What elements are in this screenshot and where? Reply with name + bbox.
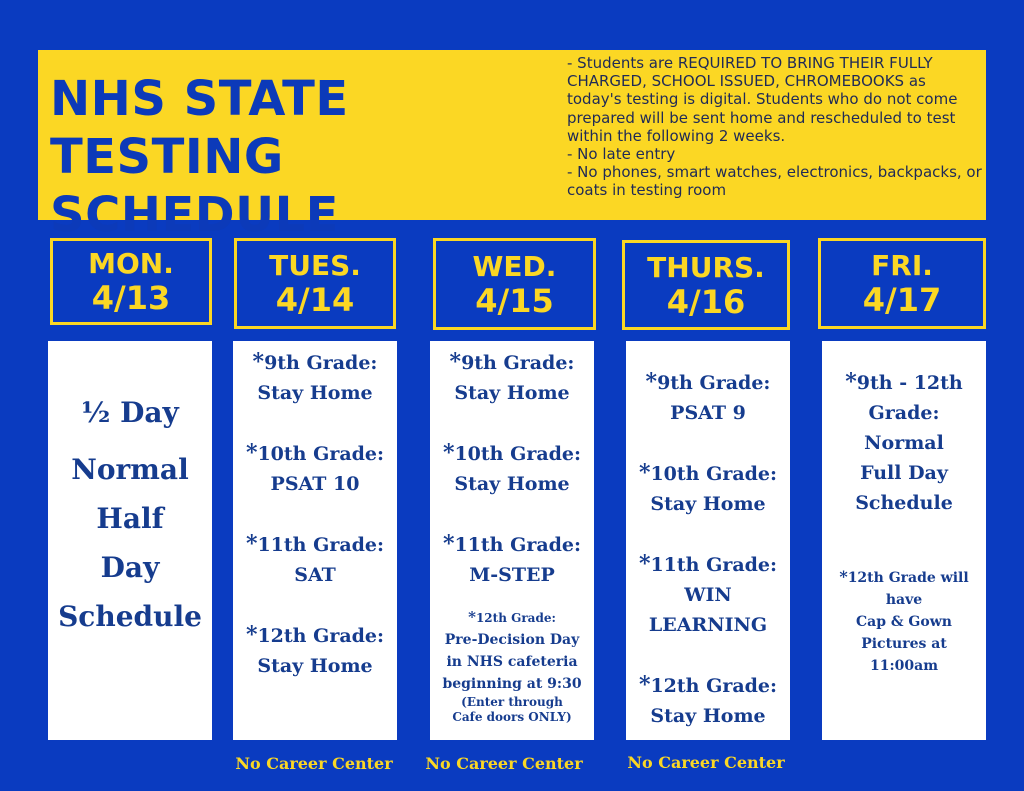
list-item: *12th Grade: Pre-Decision Day in NHS cafeteria beginning at 9:30 (Enter through Cafe doors ONLY) — [442, 608, 582, 724]
list-item: *12th Grade will have Cap & Gown Pictures at 11:00am — [839, 567, 969, 674]
list-item: *11th Grade: WIN LEARNING — [638, 551, 778, 636]
list-item: *10th Grade: Stay Home — [638, 460, 778, 515]
list-item: *9th Grade: Stay Home — [252, 349, 378, 404]
list-item: *9th - 12th Grade: Normal Full Day Schedule — [845, 369, 963, 514]
day-header-wed: WED. 4/15 — [433, 238, 596, 330]
list-item: *10th Grade: PSAT 10 — [245, 440, 385, 495]
day-header-fri: FRI. 4/17 — [818, 238, 986, 329]
list-item: *10th Grade: Stay Home — [442, 440, 582, 495]
page-title: NHS STATE TESTING SCHEDULE — [50, 71, 349, 243]
day-header-thurs: THURS. 4/16 — [622, 240, 790, 330]
half-day-label: ½ Day — [81, 396, 179, 429]
list-item: *9th Grade: Stay Home — [449, 349, 575, 404]
day-column-wed — [430, 341, 594, 740]
rule-chromebook: - Students are REQUIRED TO BRING THEIR FULLY CHARGED, SCHOOL ISSUED, CHROMEBOOKS as today's testing is digital. Students who do not come prepared will be sent home and rescheduled to test within the following 2 weeks. — [567, 54, 958, 145]
list-item: *12th Grade: Stay Home — [638, 672, 778, 727]
career-center-note-wed: No Career Center — [425, 754, 583, 773]
career-center-note-thurs: No Career Center — [627, 753, 785, 772]
day-column-tues — [233, 341, 397, 740]
day-header-tues: TUES. 4/14 — [234, 238, 396, 329]
day-column-thurs — [626, 341, 790, 740]
career-center-note-tues: No Career Center — [235, 754, 393, 773]
list-item: *11th Grade: SAT — [245, 531, 385, 586]
rule-electronics: - No phones, smart watches, electronics, backpacks, or coats in testing room — [567, 163, 982, 200]
list-item: *12th Grade: Stay Home — [245, 622, 385, 677]
rule-late-entry: - No late entry — [567, 145, 676, 164]
day-column-fri — [822, 341, 986, 740]
list-item: *11th Grade: M-STEP — [442, 531, 582, 586]
testing-rules — [567, 54, 982, 200]
day-column-mon: ½ Day Normal Half Day Schedule — [48, 341, 212, 740]
day-header-mon: MON. 4/13 — [50, 238, 212, 325]
list-item: *9th Grade: PSAT 9 — [645, 369, 771, 424]
